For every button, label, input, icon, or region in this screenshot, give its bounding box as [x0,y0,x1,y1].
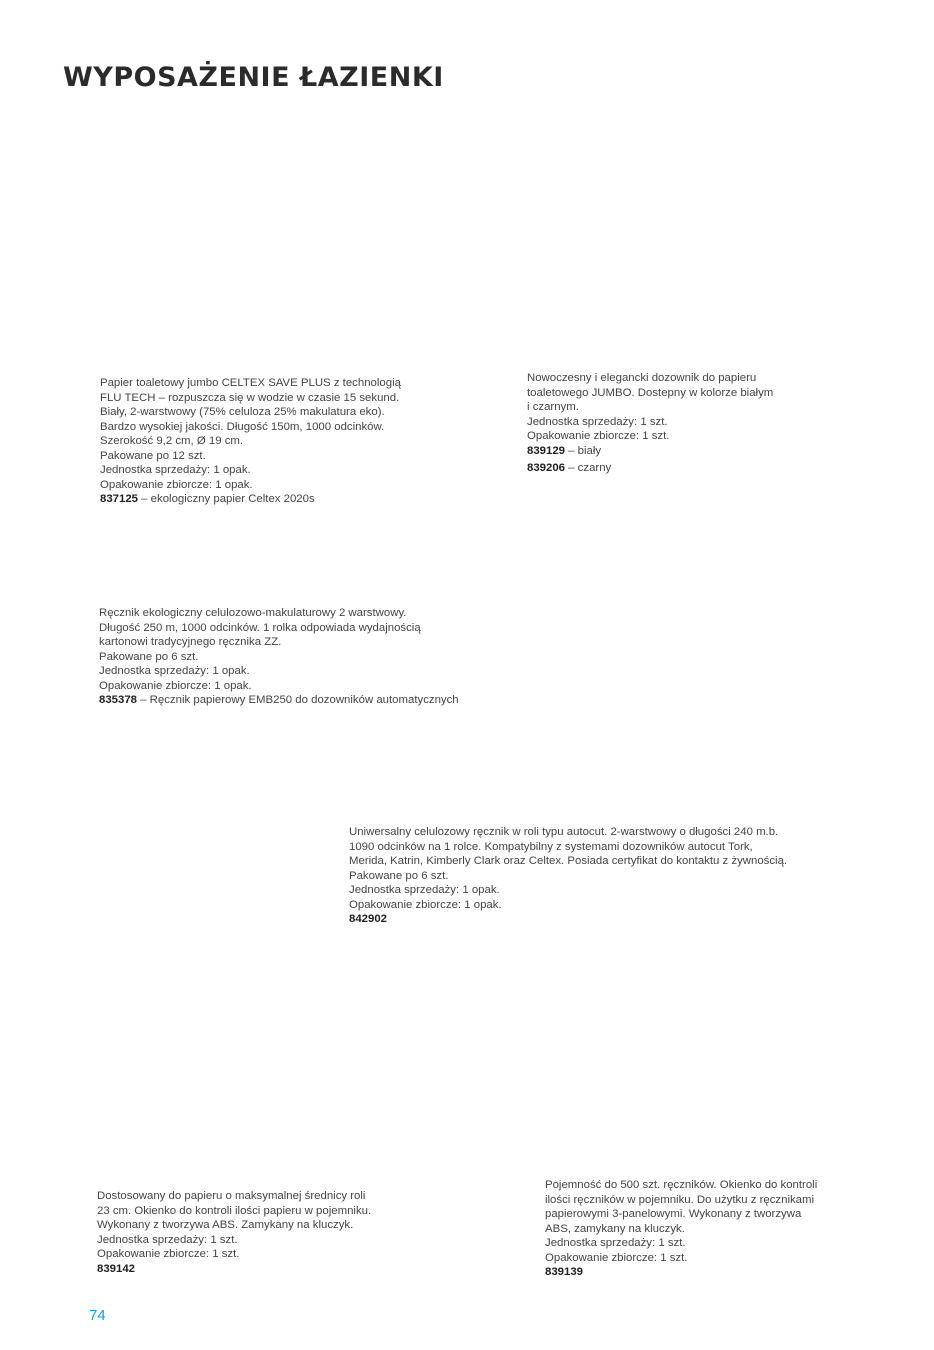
description-line: Opakowanie zbiorcze: 1 opak. [99,679,252,692]
description-line: Opakowanie zbiorcze: 1 opak. [100,478,253,491]
description-line: Uniwersalny celulozowy ręcznik w roli typu autocut. 2-warstwowy o długości 240 m.b. [349,826,779,838]
description-line: Pakowane po 12 szt. [100,449,206,462]
description-line: Jednostka sprzedaży: 1 opak. [99,665,250,677]
description-line: Opakowanie zbiorcze: 1 opak. [349,898,502,911]
page-number: 74 [89,1307,106,1324]
description-line: Długość 250 m, 1000 odcinków. 1 rolka odpowiada wydajnością [99,621,421,634]
product-code: 839206 [527,462,566,474]
description-line: Jednostka sprzedaży: 1 szt. [97,1233,238,1246]
product-code-row [527,444,773,459]
description-line: Opakowanie zbiorcze: 1 szt. [97,1248,240,1260]
description-line: Jednostka sprzedaży: 1 opak. [349,884,500,896]
description-line: Pakowane po 6 szt. [99,650,199,663]
description-line: 23 cm. Okienko do kontroli ilości papieru w pojemniku. [97,1204,372,1217]
description-line: Merida, Katrin, Kimberly Clark oraz Celtex. Posiada certyfikat do kontaktu z żywnością. [349,855,788,867]
product-code: 837125 [100,493,139,505]
product-code-description: – czarny [565,462,612,474]
product-code: 842902 [349,913,388,925]
product-description-eco-towel [99,606,459,708]
product-code-row [99,693,459,708]
description-line: FLU TECH – rozpuszcza się w wodzie w czasie 15 sekund. [100,391,400,404]
description-line: 1090 odcinków na 1 rolce. Kompatybilny z systemami dozowników autocut Tork, [349,840,753,853]
description-line: ABS, zamykany na kluczyk. [545,1222,685,1235]
description-line: Pakowane po 6 szt. [349,869,449,882]
product-code: 839129 [527,444,566,457]
description-line: toaletowego JUMBO. Dostepny w kolorze białym [527,386,774,399]
description-line: ilości ręczników w pojemniku. Do użytku z ręcznikami [545,1193,815,1206]
description-line: Opakowanie zbiorcze: 1 szt. [527,430,670,442]
description-line: Jednostka sprzedaży: 1 szt. [527,415,668,428]
product-code: 839142 [97,1262,136,1275]
description-line: kartonowi tradycyjnego ręcznika ZZ. [99,636,282,648]
product-code-row [545,1265,817,1280]
description-line: i czarnym. [527,401,579,413]
product-description-towel-dispenser [545,1178,817,1280]
product-description-toilet-paper [100,376,401,507]
page-title: WYPOSAŻENIE ŁAZIENKI [63,62,444,93]
product-code-row [97,1262,371,1277]
product-description-autocut-towel [349,825,787,927]
description-line: Jednostka sprzedaży: 1 opak. [100,464,251,476]
description-line: Pojemność do 500 szt. ręczników. Okienko do kontroli [545,1179,818,1191]
product-code: 839139 [545,1266,584,1278]
product-code: 835378 [99,694,138,706]
description-line: Opakowanie zbiorcze: 1 szt. [545,1251,688,1264]
description-line: Bardzo wysokiej jakości. Długość 150m, 1000 odcinków. [100,420,385,433]
description-line: Dostosowany do papieru o maksymalnej średnicy roli [97,1190,366,1202]
product-code-row [100,492,401,507]
product-code-description: – ekologiczny papier Celtex 2020s [138,493,315,505]
description-line: Jednostka sprzedaży: 1 szt. [545,1237,686,1249]
description-line: Wykonany z tworzywa ABS. Zamykany na kluczyk. [97,1219,354,1231]
product-description-jumbo-dispenser [97,1189,371,1276]
product-code-description: – biały [565,444,602,457]
description-line: papierowymi 3-panelowymi. Wykonany z tworzywa [545,1208,802,1220]
description-line: Nowoczesny i elegancki dozownik do papieru [527,372,757,384]
product-code-description: – Ręcznik papierowy EMB250 do dozowników automatycznych [137,694,459,706]
product-code-row [527,461,773,476]
product-code-row [349,912,787,927]
description-line: Ręcznik ekologiczny celulozowo-makulaturowy 2 warstwowy. [99,607,407,619]
description-line: Papier toaletowy jumbo CELTEX SAVE PLUS z technologią [100,377,401,389]
product-description-toilet-paper-dispenser [527,371,773,476]
description-line: Biały, 2-warstwowy (75% celuloza 25% makulatura eko). [100,406,385,418]
description-line: Szerokość 9,2 cm, Ø 19 cm. [100,435,244,447]
